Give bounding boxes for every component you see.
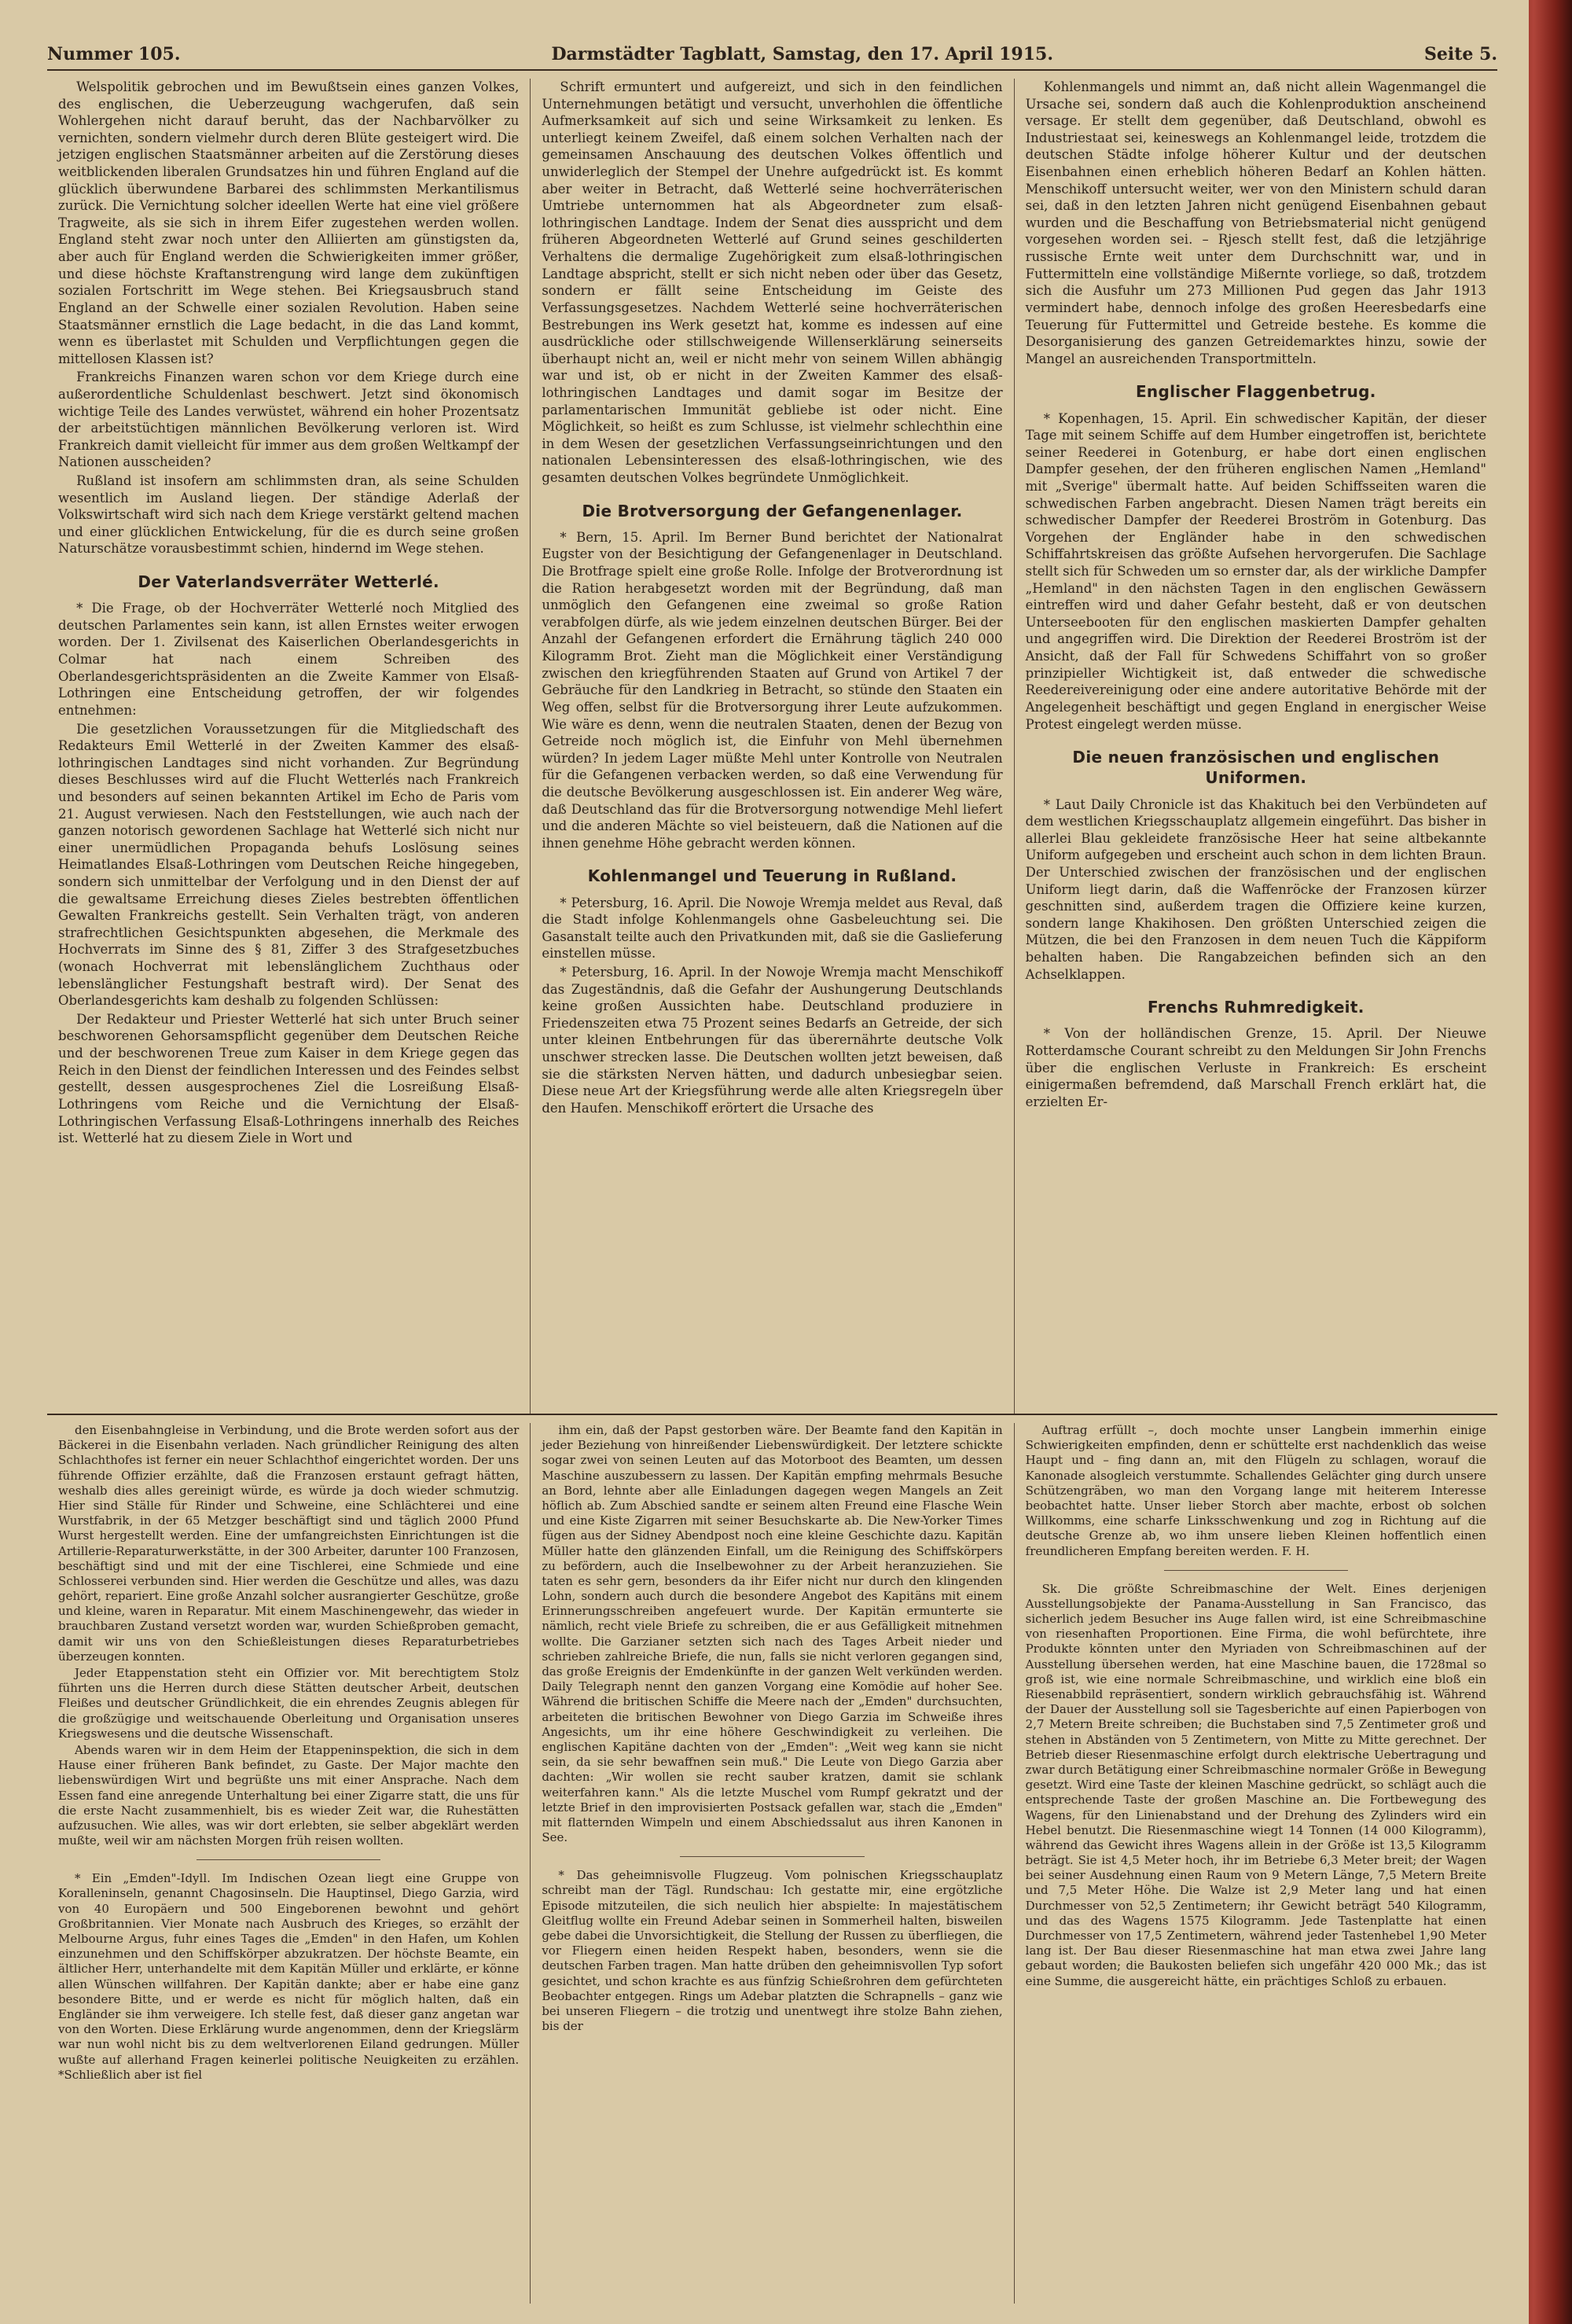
- article-paragraph: Die gesetzlichen Voraussetzungen für die Mitgliedschaft des Redakteurs Emil Wetterlé in der Zweiten Kammer des elsaß-lothringischen Landtages sind nicht vorhanden. Zur Begründung dieses Beschlusses wird auf die Flucht Wetterlés nach Frankreich und besonders auf seinen bekannten Artikel im Echo de Paris vom 21. August verwiesen. Nach den Feststellungen, wie auch nach der ganzen notorisch gewordenen Sachlage hat Wetterlé sich nicht nur einer unermüdlichen Propaganda behufs Loslösung seines Heimatlandes Elsaß-Lothringen vom Deutschen Reiche hingegeben, sondern sich unmittelbar der Verfolgung und in den Dienst der auf die gewaltsame Erreichung dieses Zieles bestrebten öffentlichen Gewalten Frankreichs gestellt. Sein Verhalten trägt, von anderen strafrechtlichen Gesichtspunkten abgesehen, die Merkmale des Hochverrats im Sinne des § 81, Ziffer 3 des Strafgesetzbuches (wonach Hochverrat mit lebenslänglichem Zuchthaus oder lebenslänglicher Festungshaft bestraft wird). Der Senat des Oberlandesgerichts kam deshalb zu folgenden Schlüssen:: [58, 721, 520, 1009]
- article-paragraph: Sk. Die größte Schreibmaschine der Welt. Eines derjenigen Ausstellungsobjekte der Panama-Ausstellung in San Francisco, das sicherlich jedem Besucher ins Auge fallen wird, ist eine Schreibmaschine von riesenhaften Proportionen. Eine Firma, die wohl befürchtete, ihre Produkte könnten unter den Myriaden von Schreibmaschinen auf der Ausstellung übersehen werden, hat eine Maschine bauen, die 1728mal so groß ist, wie eine normale Schreibmaschine, und wirklich eine bloß ein Riesenabbild repräsentiert, sondern wirklich gebrauchsfähig ist. Während der Dauer der Ausstellung soll sie Tagesberichte auf einen Papierbogen von 2,7 Metern Breite schreiben; die Buchstaben sind 7,5 Zentimeter groß und stehen in Abständen von 5 Zentimetern, von Mitte zu Mitte gerechnet. Der Betrieb dieser Riesenmaschine erfolgt durch elektrische Uebertragung und zwar durch Betätigung einer Schreibmaschine normaler Größe in Bewegung gesetzt. Wird eine Taste der kleinen Maschine gedrückt, so schlägt auch die entsprechende Taste der großen Maschine an. Die Fortbewegung des Wagens, für den Linienabstand und der Drehung des Zylinders wird ein Hebel benutzt. Die Riesenmaschine wiegt 14 Tonnen (14 000 Kilogramm), während das Gewicht ihres Wagens allein in der Größe ist 13,5 Kilogramm beträgt. Sie ist 4,5 Meter hoch, ihr im Betriebe 6,3 Meter breit; der Wagen bei seiner Ausdehnung einen Raum von 9 Metern Länge, 7,5 Metern Breite und 7,5 Meter Höhe. Die Walze ist 2,9 Meter lang und hat einen Durchmesser von 52,5 Zentimetern; ihr Gewicht beträgt 540 Kilogramm, und das des Wagens 1575 Kilogramm. Jede Tastenplatte hat einen Durchmesser von 17,5 Zentimetern, während jeder Tastenhebel 1,90 Meter lang ist. Der Bau dieser Riesenmaschine hat man etwa zwei Jahre lang gebaut worden; die Baukosten beliefen sich ungefähr 420 000 Mk.; das ist eine Summe, die ausgereicht hätte, ein prächtiges Schloß zu erbauen.: [1025, 1581, 1486, 1988]
- article-paragraph: * Ein „Emden"-Idyll. Im Indischen Ozean liegt eine Gruppe von Koralleninseln, genannt Chagosinseln. Die Hauptinsel, Diego Garzia, wird von 40 Europäern und 500 Eingeborenen bewohnt und gehört Großbritannien. Vier Monate nach Ausbruch des Krieges, so erzählt der Melbourne Argus, fuhr eines Tages die „Emden" in den Hafen, um Kohlen einzunehmen und den Schiffskörper abzukratzen. Der höchste Beamte, ein ältlicher Herr, unterhandelte mit dem Kapitän Müller und erklärte, er könne allen Wünschen willfahren. Der Kapitän dankte; aber er habe eine ganz besondere Bitte, und er werde es nicht für möglich halten, daß ein Engländer sie ihm verweigere. Ich stelle fest, daß dieser ganz angetan war von den Worten. Diese Erklärung wurde angenommen, denn der Kriegslärm war nun wohl nicht bis zu dem weltverlorenen Eiland gedrungen. Müller wußte auf allerhand Fragen keinerlei politische Neuigkeiten zu erzählen. *Schließlich aber ist fiel: [58, 1871, 520, 2082]
- upper-column-3: [1015, 79, 1497, 1414]
- article-heading-kohlenmangel: Kohlenmangel und Teuerung in Rußland.: [587, 866, 957, 886]
- article-paragraph: Schrift ermuntert und aufgereizt, und sich in den feindlichen Unternehmungen betätigt und versucht, unverhohlen die öffentliche Aufmerksamkeit auf sich und seine Wirksamkeit zu lenken. Es unterliegt keinem Zweifel, daß einem solchen Verhalten nach der gemeinsamen Anschauung des deutschen Volkes öffentlich und unwiderleglich der Stempel der Unehre aufgedrückt ist. Es kommt aber weiter in Betracht, daß Wetterlé seine hochverräterischen Umtriebe unternommen hat als Abgeordneter zum elsaß-lothringischen Landtage. Indem der Senat dies ausspricht und dem früheren Abgeordneten Wetterlé auf Grund seines geschilderten Verhaltens die dermalige Zugehörigkeit zum elsaß-lothringischen Landtage abspricht, stellt er sich nicht neben oder über das Gesetz, sondern er fällt seine Entscheidung im Geiste des Verfassungsgesetzes. Nachdem Wetterlé seine hochverräterischen Bestrebungen ins Werk gesetzt hat, komme es indessen auf eine ausdrückliche oder stillschweigende Willenserklärung seinerseits überhaupt nicht an, weil er nicht mehr von seinem Willen abhängig war und ist, ob er nicht in der Zweiten Kammer des elsaß-lothringischen Landtages und damit sogar im Besitze der parlamentarischen Immunität gebliebe ist oder nicht. Eine Möglichkeit, so heißt es zum Schlusse, ist vielmehr schlechthin eine in dem Wesen der gesetzlichen Verfassungseinrichtungen und den nationalen Lebensinteressen des elsaß-lothringischen, wie des gesamten deutschen Volkes begründete Unmöglichkeit.: [542, 79, 1003, 486]
- lower-column-1: [47, 1423, 531, 2304]
- article-paragraph: * Von der holländischen Grenze, 15. April. Der Nieuwe Rotterdamsche Courant schreibt zu den Meldungen Sir John Frenchs über die englischen Verluste in Frankreich: Es erscheint einigermaßen befremdend, daß Marschall French erklärt hat, die erzielten Er-: [1025, 1026, 1486, 1109]
- article-paragraph: den Eisenbahngleise in Verbindung, und die Brote werden sofort aus der Bäckerei in die Eisenbahn verladen. Nach gründlicher Reinigung des alten Schlachthofes ist ferner ein neuer Schlachthof eingerichtet worden. Der uns führende Offizier erzählte, daß die Franzosen erstaunt gefragt hätten, weshalb dies alles gereinigt würde, es würde ja doch wieder schmutzig. Hier sind Ställe für Rinder und Schweine, eine Schlächterei und eine Wurstfabrik, in der 65 Metzger beschäftigt sind und täglich 2000 Pfund Wurst hergestellt werden. Eine der umfangreichsten Einrichtungen ist die Artillerie-Reparaturwerkstätte, in der 300 Arbeiter, darunter 100 Franzosen, beschäftigt sind und mit der eine Tischlerei, eine Schmiede und eine Schlosserei verbunden sind. Hier werden die Geschütze und alles, was dazu gehört, repariert. Eine große Anzahl solcher ausrangierter Geschütze, große und kleine, waren in Reparatur. Mit einem Maschinengewehr, das wieder in brauchbaren Zustand versetzt worden war, wurden Schießproben gemacht, damit wir uns von den Schießleistungen dieses Reparaturbetriebes überzeugen konnten.: [58, 1423, 520, 1664]
- upper-column-2: [531, 79, 1014, 1414]
- article-paragraph: * Petersburg, 16. April. Die Nowoje Wremja meldet aus Reval, daß die Stadt infolge Kohlenmangels ohne Gasbeleuchtung sei. Die Gasanstalt teilte auch den Privatkunden mit, daß sie die Gaslieferung einstellen müsse.: [542, 895, 1003, 962]
- lower-column-3: [1015, 1423, 1497, 2304]
- article-heading-brotversorgung: Die Brotversorgung der Gefangenenlager.: [582, 501, 963, 520]
- article-paragraph: Abends waren wir in dem Heim der Etappeninspektion, die sich in dem Hause einer früheren Bank befindet, zu Gaste. Der Major machte den liebenswürdigen Wirt und begrüßte uns mit einer Ansprache. Nach dem Essen fand eine anregende Unterhaltung bei einer Zigarre statt, die uns für die erste Nacht zusammenhielt, bis es wieder Zeit war, die Ruhestätten aufzusuchen. Wie alles, was wir dort erlebten, sie selber abgeklärt werden mußte, weil wir am nächsten Morgen früh reisen wollten.: [58, 1742, 520, 1848]
- upper-section: [47, 79, 1497, 1415]
- article-heading-wetterle: Der Vaterlandsverräter Wetterlé.: [138, 572, 439, 592]
- masthead-title: Darmstädter Tagblatt, Samstag, den 17. April 1915.: [551, 44, 1053, 64]
- article-paragraph: Rußland ist insofern am schlimmsten dran, als seine Schulden wesentlich im Ausland liegen. Der ständige Aderlaß der Volkswirtschaft wird sich nach dem Kriege verstärkt geltend machen und einer glücklichen Entwickelung, für die es durch seine großen Naturschätze vorausbestimmt schien, hindernd im Wege stehen.: [58, 473, 520, 557]
- divider: [680, 1856, 865, 1857]
- article-paragraph: * Die Frage, ob der Hochverräter Wetterlé noch Mitglied des deutschen Parlamentes sein kann, ist allen Ernstes weiter erwogen worden. Der 1. Zivilsenat des Kaiserlichen Oberlandesgerichts in Colmar hat nach einem Schreiben des Oberlandesgerichtspräsidenten an die Zweite Kammer von Elsaß-Lothringen eine Entscheidung getroffen, der wir folgendes entnehmen:: [58, 601, 520, 718]
- lower-column-2: [531, 1423, 1014, 2304]
- article-heading-flaggenbetrug: Englischer Flaggenbetrug.: [1135, 382, 1376, 402]
- article-paragraph: * Kopenhagen, 15. April. Ein schwedischer Kapitän, der dieser Tage mit seinem Schiffe auf dem Humber eingetroffen ist, berichtete seiner Reederei in Gotenburg, er habe dort einen englischen Dampfer gesehen, der den früheren englischen Namen „Hemland" mit „Sverige" übermalt hatte. Auf beiden Schiffsseiten waren die schwedischen Farben angebracht. Diesen Namen trägt bereits ein schwedischer Dampfer der Reederei Broström in Gotenburg. Das Vorgehen der Engländer habe in den schwedischen Schiffahrtskreisen das größte Aufsehen hervorgerufen. Die Sachlage stellt sich für Schweden um so ernster dar, als der wirkliche Dampfer „Hemland" in den nächsten Tagen in den englischen Gewässern eintreffen wird und daher Gefahr besteht, daß er von deutschen Unterseebooten für den englischen maskierten Dampfer gehalten und angegriffen wird. Die Direktion der Reederei Broström ist der Ansicht, daß der Fall für Schwedens Schiffahrt von so großer prinzipieller Wichtigkeit ist, daß entweder die schwedische Reedereivereinigung oder eine andere autoritative Behörde mit der Angelegenheit beschäftigt und gegen England in energischer Weise Protest eingelegt werden müsse.: [1025, 410, 1486, 732]
- article-paragraph: Auftrag erfüllt –, doch mochte unser Langbein immerhin einige Schwierigkeiten empfinden, denn er schüttelte erst nachdenklich das weise Haupt und – fing dann an, mit den Flügeln zu schlagen, worauf die Kanonade alsogleich verstummte. Schallendes Gelächter ging durch unsere Schützengräben, wo man den Vorgang lange mit heiterem Interesse beobachtet hatte. Unser lieber Storch aber machte, erbost ob solchen Willkomms, eine scharfe Linksschwenkung und zog in Richtung auf die deutsche Grenze ab, wo ihm unsere lieben Kleinen hoffentlich einen freundlicheren Empfang bereiten werden. F. H.: [1025, 1423, 1486, 1558]
- divider: [196, 1859, 381, 1860]
- article-paragraph: Kohlenmangels und nimmt an, daß nicht allein Wagenmangel die Ursache sei, sondern daß auch die Kohlenproduktion anscheinend versage. Er stellt dem gegenüber, daß Deutschland, obwohl es Industriestaat sei, keineswegs an Kohlenmangel leide, trotzdem die deutschen Städte infolge höherer Kultur und der deutschen Eisenbahnen einen erheblich höheren Bedarf an Kohlen hätten. Menschikoff untersucht weiter, wer von den Ministern schuld daran sei, daß in den letzten Jahren nicht genügend Eisenbahnen gebaut wurden und die Beschaffung von Betriebsmaterial nicht genügend vorgesehen worden sei. – Rjesch stellt fest, daß die letzjährige russische Ernte weit unter dem Durchschnitt war, und in Futtermitteln eine vollständige Mißernte vorliege, so daß, trotzdem sich die Ausfuhr um 273 Millionen Pud gegen das Jahr 1913 vermindert habe, dennoch infolge des großen Heeresbedarfs eine Teuerung für Futtermittel und Getreide bestehe. Es komme die Desorganisierung des ganzen Getreidemarktes hinzu, sowie der Mangel an ausreichenden Transportmitteln.: [1025, 79, 1486, 366]
- article-paragraph: ihm ein, daß der Papst gestorben wäre. Der Beamte fand den Kapitän in jeder Beziehung von hinreißender Liebenswürdigkeit. Der letztere schickte sogar zwei von seinen Leuten auf das Motorboot des Beamten, um dessen Maschine auszubessern zu lassen. Der Kapitän empfing mehrmals Besuche an Bord, lehnte aber alle Einladungen dagegen wegen Mangels an Zeit höflich ab. Zum Abschied sandte er seinem alten Freund eine Flasche Wein und eine Kiste Zigarren mit seiner Besuchskarte ab. Die New-Yorker Times fügen aus der Sidney Abendpost noch eine kleine Geschichte dazu. Kapitän Müller hatte den glänzenden Einfall, um die Reinigung des Schiffskörpers zu befördern, auch die Inselbewohner zu der Arbeit heranzuziehen. Sie taten es sehr gern, besonders da ihr Eifer nicht nur durch den klingenden Lohn, sondern auch durch die besondere Angebot des Kapitäns mit einem Erinnerungsschreiben angefeuert wurde. Der Kapitän ermunterte sie nämlich, recht viele Briefe zu schreiben, die er aus Gefälligkeit mitnehmen wollte. Die Garzianer setzten sich nach des Tages Arbeit nieder und schrieben zahlreiche Briefe, die nun, falls sie nicht verloren gegangen sind, das große Ereignis der Emdenkünfte in der ganzen Welt verkünden werden. Daily Telegraph nennt den ganzen Vorgang eine Komödie auf hoher See. Während die britischen Schiffe die Meere nach der „Emden" durchsuchten, arbeiteten die britischen Bewohner von Diego Garzia im Schweiße ihres Angesichts, um ihr eine höhere Geschwindigkeit zu verleihen. Die englischen Kapitäne dachten von der „Emden": „Weit weg kann sie nicht sein, da sie sehr bewaffnen sein muß." Die Leute von Diego Garzia aber dachten: „Wir wollen sie recht sauber kratzen, damit sie schlank weiterfahren kann." Als die letzte Muschel vom Rumpf gekratzt und der letzte Brief in den improvisierten Postsack gefallen war, stach die „Emden" mit flatternden Wimpeln und einem Abschiedssalut aus ihren Kanonen in See.: [542, 1423, 1003, 1845]
- page-number: Seite 5.: [1423, 44, 1497, 64]
- issue-number: Nummer 105.: [47, 44, 181, 64]
- upper-column-1: [47, 79, 531, 1414]
- divider: [1164, 1570, 1349, 1571]
- article-paragraph: * Petersburg, 16. April. In der Nowoje Wremja macht Menschikoff das Zugeständnis, daß die Gefahr der Aushungerung Deutschlands keine großen Aussichten habe. Deutschland produziere in Friedenszeiten etwa 75 Prozent seines Bedarfs an Getreide, der sich unter kleinen Entbehrungen für das überernährte deutsche Volk unschwer strecken lasse. Die Deutschen wollten jetzt beweisen, daß sie die stärksten Nerven hätten, und dadurch unbesiegbar seien. Diese neue Art der Kriegsführung werde alle alten Kriegsregeln über den Haufen. Menschikoff erörtert die Ursache des: [542, 965, 1003, 1116]
- article-paragraph: Der Redakteur und Priester Wetterlé hat sich unter Bruch seiner beschworenen Gehorsamspflicht gegenüber dem Deutschen Reiche und der beschworenen Treue zum Kaiser in dem Kriege gegen das Reich in den Dienst der feindlichen Interessen und des Feindes selbst gestellt, dessen ausgesprochenes Ziel die Losreißung Elsaß-Lothringens vom Reiche und die Vernichtung der Elsaß-Lothringischen Verfassung Elsaß-Lothringens innerhalb des Reiches ist. Wetterlé hat zu diesem Ziele in Wort und: [58, 1011, 520, 1146]
- page-header: [47, 44, 1497, 71]
- article-paragraph: * Bern, 15. April. Im Berner Bund berichtet der Nationalrat Eugster von der Besichtigung der Gefangenenlager in Deutschland. Die Brotfrage spielt eine große Rolle. Infolge der Brotverordnung ist die Ration herabgesetzt worden mit der Begründung, daß man unmöglich den Gefangenen eine zweimal so große Ration verabfolgen dürfe, als wie jedem einzelnen deutschen Bürger. Bei der Anzahl der Gefangenen erfordert die Ernährung täglich 240 000 Kilogramm Brot. Zieht man die Möglichkeit einer Verständigung zwischen den kriegführenden Staaten auf Grund von Artikel 7 der Gebräuche für den Landkrieg in Betracht, so stünde den Staaten ein Weg offen, selbst für die Brotversorgung ihrer Leute aufzukommen. Wie wäre es denn, wenn die neutralen Staaten, denen der Bezug von Getreide noch möglich ist, die Einfuhr von Mehl übernehmen würden? In jedem Lager müßte Mehl unter Kontrolle von Neutralen für die Gefangenen verbacken werden, so daß eine Verwendung für die deutsche Bevölkerung ausgeschlossen ist. Ein anderer Weg wäre, daß Deutschland das für die Brotversorgung notwendige Mehl liefert und die anderen Mächte so viel beisteuern, daß die Nationen auf die ihnen genehme Höhe gebracht werden können.: [542, 529, 1003, 851]
- lower-section: [47, 1415, 1497, 2304]
- article-paragraph: Welspolitik gebrochen und im Bewußtsein eines ganzen Volkes, des englischen, die Ueberzeugung wachgerufen, daß sein Wohlergehen nicht darauf beruht, das der Nachbarvölker zu vernichten, sondern vielmehr durch deren Blüte gesteigert wird. Die jetzigen englischen Staatsmänner arbeiten auf die Zerstörung dieses weitblickenden liberalen Grundsatzes hin und führen England auf die glücklich überwundene Barbarei des schlimmsten Merkantilismus zurück. Die Vernichtung solcher ideellen Werte hat eine viel größere Tragweite, als sie sich in ihrem Eifer zugestehen werden wollen. England steht zwar noch unter den Alliierten am günstigsten da, aber auch für England werden die Schwierigkeiten immer größer, und diese höchste Kraftanstrengung wird lange dem zukünftigen sozialen Fortschritt im Wege stehen. Bei Kriegsausbruch stand England an der Schwelle einer sozialen Revolution. Haben seine Staatsmänner ernstlich die Lage bedacht, in die das Land kommt, wenn es überlastet mit Schulden und Verpflichtungen gegen die mittellosen Klassen ist?: [58, 79, 520, 366]
- article-heading-uniformen: Die neuen französischen und englischen Uniformen.: [1072, 748, 1440, 788]
- article-paragraph: Jeder Etappenstation steht ein Offizier vor. Mit berechtigtem Stolz führten uns die Herren durch diese Stätten deutscher Arbeit, deutschen Fleißes und deutscher Gründlichkeit, die ein ehrendes Zeugnis ablegen für die großzügige und weitschauende Oberleitung und Organisation unseres Kriegswesens und die deutsche Wissenschaft.: [58, 1666, 520, 1741]
- article-paragraph: * Laut Daily Chronicle ist das Khakituch bei den Verbündeten auf dem westlichen Kriegsschauplatz allgemein eingeführt. Das bisher in allerlei Blau gekleidete französische Heer hat seine altbekannte Uniform aufgegeben und erscheint auch schon in dem lichten Braun. Der Unterschied zwischen der französischen und der englischen Uniform liegt darin, daß die Waffenröcke der Franzosen kürzer geschnitten sind, außerdem tragen die Offiziere keine kurzen, sondern lange Khakihosen. Den größten Unterschied zeigen die Mützen, die bei den Franzosen in dem neuen Tuch die Käppiform behalten haben. Die Rangabzeichen befinden sich an den Achselklappen.: [1025, 796, 1486, 982]
- article-paragraph: * Das geheimnisvolle Flugzeug. Vom polnischen Kriegsschauplatz schreibt man der Tägl. Rundschau: Ich gestatte mir, eine ergötzliche Episode mitzuteilen, die sich neulich hier abspielte: In majestätischem Gleitflug wollte ein Freund Adebar seinen in Sommerheil halten, bisweilen gebe dabei die Unvorsichtigkeit, die Stellung der Russen zu überfliegen, die vor Fliegern einen heiden Respekt haben, besonders, wenn sie die deutschen Farben tragen. Man hatte drüben den geheimnisvollen Typ sofort gesichtet, und schon krachte es aus fünfzig Schießrohren dem gefürchteten Beobachter entgegen. Rings um Adebar platzten die Schrapnells – ganz wie bei unseren Fliegern – die trotzig und unentwegt ihre stolze Bahn ziehen, bis der: [542, 1868, 1003, 2034]
- article-paragraph: Frankreichs Finanzen waren schon vor dem Kriege durch eine außerordentliche Schuldenlast beschwert. Jetzt sind ökonomisch wichtige Teile des Landes verwüstet, während ein hoher Prozentsatz der arbeitstüchtigen männlichen Bevölkerung verloren ist. Wird Frankreich damit vielleicht für immer aus dem großen Weltkampf der Nationen ausscheiden?: [58, 370, 520, 470]
- article-heading-french: Frenchs Ruhmredigkeit.: [1148, 998, 1364, 1017]
